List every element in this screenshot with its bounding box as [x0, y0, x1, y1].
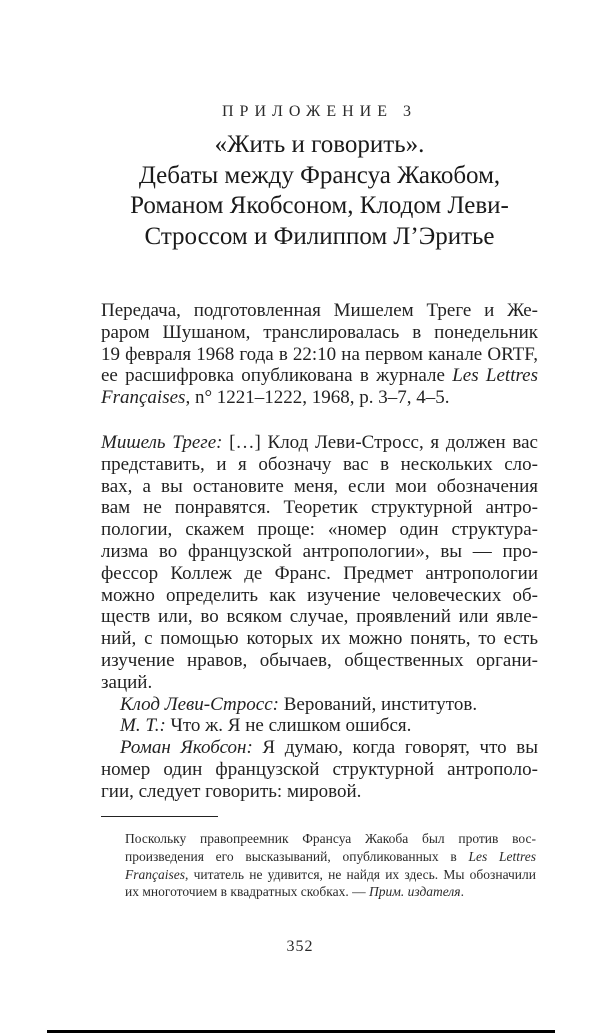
- footnote-text: Поскольку правопреемник Франсуа Жакоба был против воспроизведения его высказываний, опубликованных в: [125, 831, 536, 864]
- footnote-text: .: [460, 884, 464, 900]
- text-segment: ее расшифровка опубликована в журнале: [101, 365, 445, 387]
- dialog-line: пологии, скажем проще: «номер один структура-: [101, 519, 538, 541]
- dialog-line: номер один французской структурной антрополо-: [101, 758, 538, 780]
- dialog-line: изучение нравов, обычаев, общественных органи-: [101, 649, 538, 671]
- dialog-line: ществ или, во всяком случае, проявлений или явле-: [101, 606, 538, 628]
- chapter-title: [89, 130, 550, 252]
- footnote-text: , читатель не удивится, не найдя их здесь. Мы обозначили их многоточием в квадратных скобках. —: [125, 866, 536, 900]
- journal-title: Les Lettres Françaises: [125, 848, 536, 882]
- dialog-line: лизма во французской антропологии», вы — про-: [101, 540, 538, 562]
- citation: , n° 1221–1222, 1968, p. 3–7, 4–5.: [185, 387, 450, 409]
- dialog-line: фессор Коллеж де Франс. Предмет антропологии: [101, 562, 538, 584]
- dialog-line: представить, и я обозначу вас в нескольких сло-: [101, 453, 538, 475]
- journal-title: Les Lettres: [452, 365, 538, 387]
- dialog-line: вам не понравятся. Теоретик структурной антро-: [101, 497, 538, 519]
- editor-note-label: Прим. издателя: [368, 884, 461, 900]
- dialog: [101, 432, 538, 803]
- dialog-line: [101, 737, 538, 759]
- text-line: раром Шушаном, транслировалась в понедельник: [101, 321, 538, 343]
- text-line: Передача, подготовленная Мишелем Треге и Же-: [101, 300, 538, 321]
- footnote-separator: [101, 816, 218, 817]
- dialog-line: [101, 715, 538, 737]
- footnote: [125, 830, 536, 901]
- text-line: 19 февраля 1968 года в 22:10 на первом канале ORTF,: [101, 343, 538, 365]
- dialog-line: [101, 694, 538, 716]
- speech: Верований, институтов.: [278, 693, 478, 715]
- appendix-label: ПРИЛОЖЕНИЕ 3: [221, 103, 417, 120]
- page-number: 352: [286, 938, 314, 955]
- title-line: Романом Якобсоном, Клодом Леви-: [130, 192, 509, 219]
- dialog-line: ний, с помощью которых их можно понять, то есть: [101, 628, 538, 650]
- speech: Я думаю, когда говорят, что вы: [252, 737, 538, 759]
- dialog-line: вах, а вы остановите меня, если мои обозначения: [101, 475, 538, 497]
- dialog-line: заций.: [101, 671, 153, 693]
- speaker-name: Мишель Треге:: [101, 432, 223, 453]
- title-line: «Жить и говорить».: [214, 131, 425, 158]
- speaker-name: Роман Якобсон:: [120, 737, 253, 759]
- dialog-line: [101, 432, 538, 454]
- dialog-line: гии, следует говорить: мировой.: [101, 780, 362, 802]
- journal-title: Françaises: [101, 387, 186, 409]
- speech: […] Клод Леви-Стросс, я должен вас: [222, 432, 538, 453]
- dialog-line: можно определить как изучение человеческих об-: [101, 584, 538, 606]
- speech: Что ж. Я не слишком ошибся.: [165, 715, 412, 737]
- speaker-name: М. Т.:: [120, 715, 166, 737]
- intro-paragraph: [101, 300, 538, 409]
- text-line: [101, 387, 538, 409]
- text-line: [101, 365, 538, 387]
- title-line: Строссом и Филиппом Л’Эритье: [144, 222, 495, 250]
- speaker-name: Клод Леви-Стросс:: [120, 693, 279, 715]
- title-line: Дебаты между Франсуа Жакобом,: [138, 161, 501, 189]
